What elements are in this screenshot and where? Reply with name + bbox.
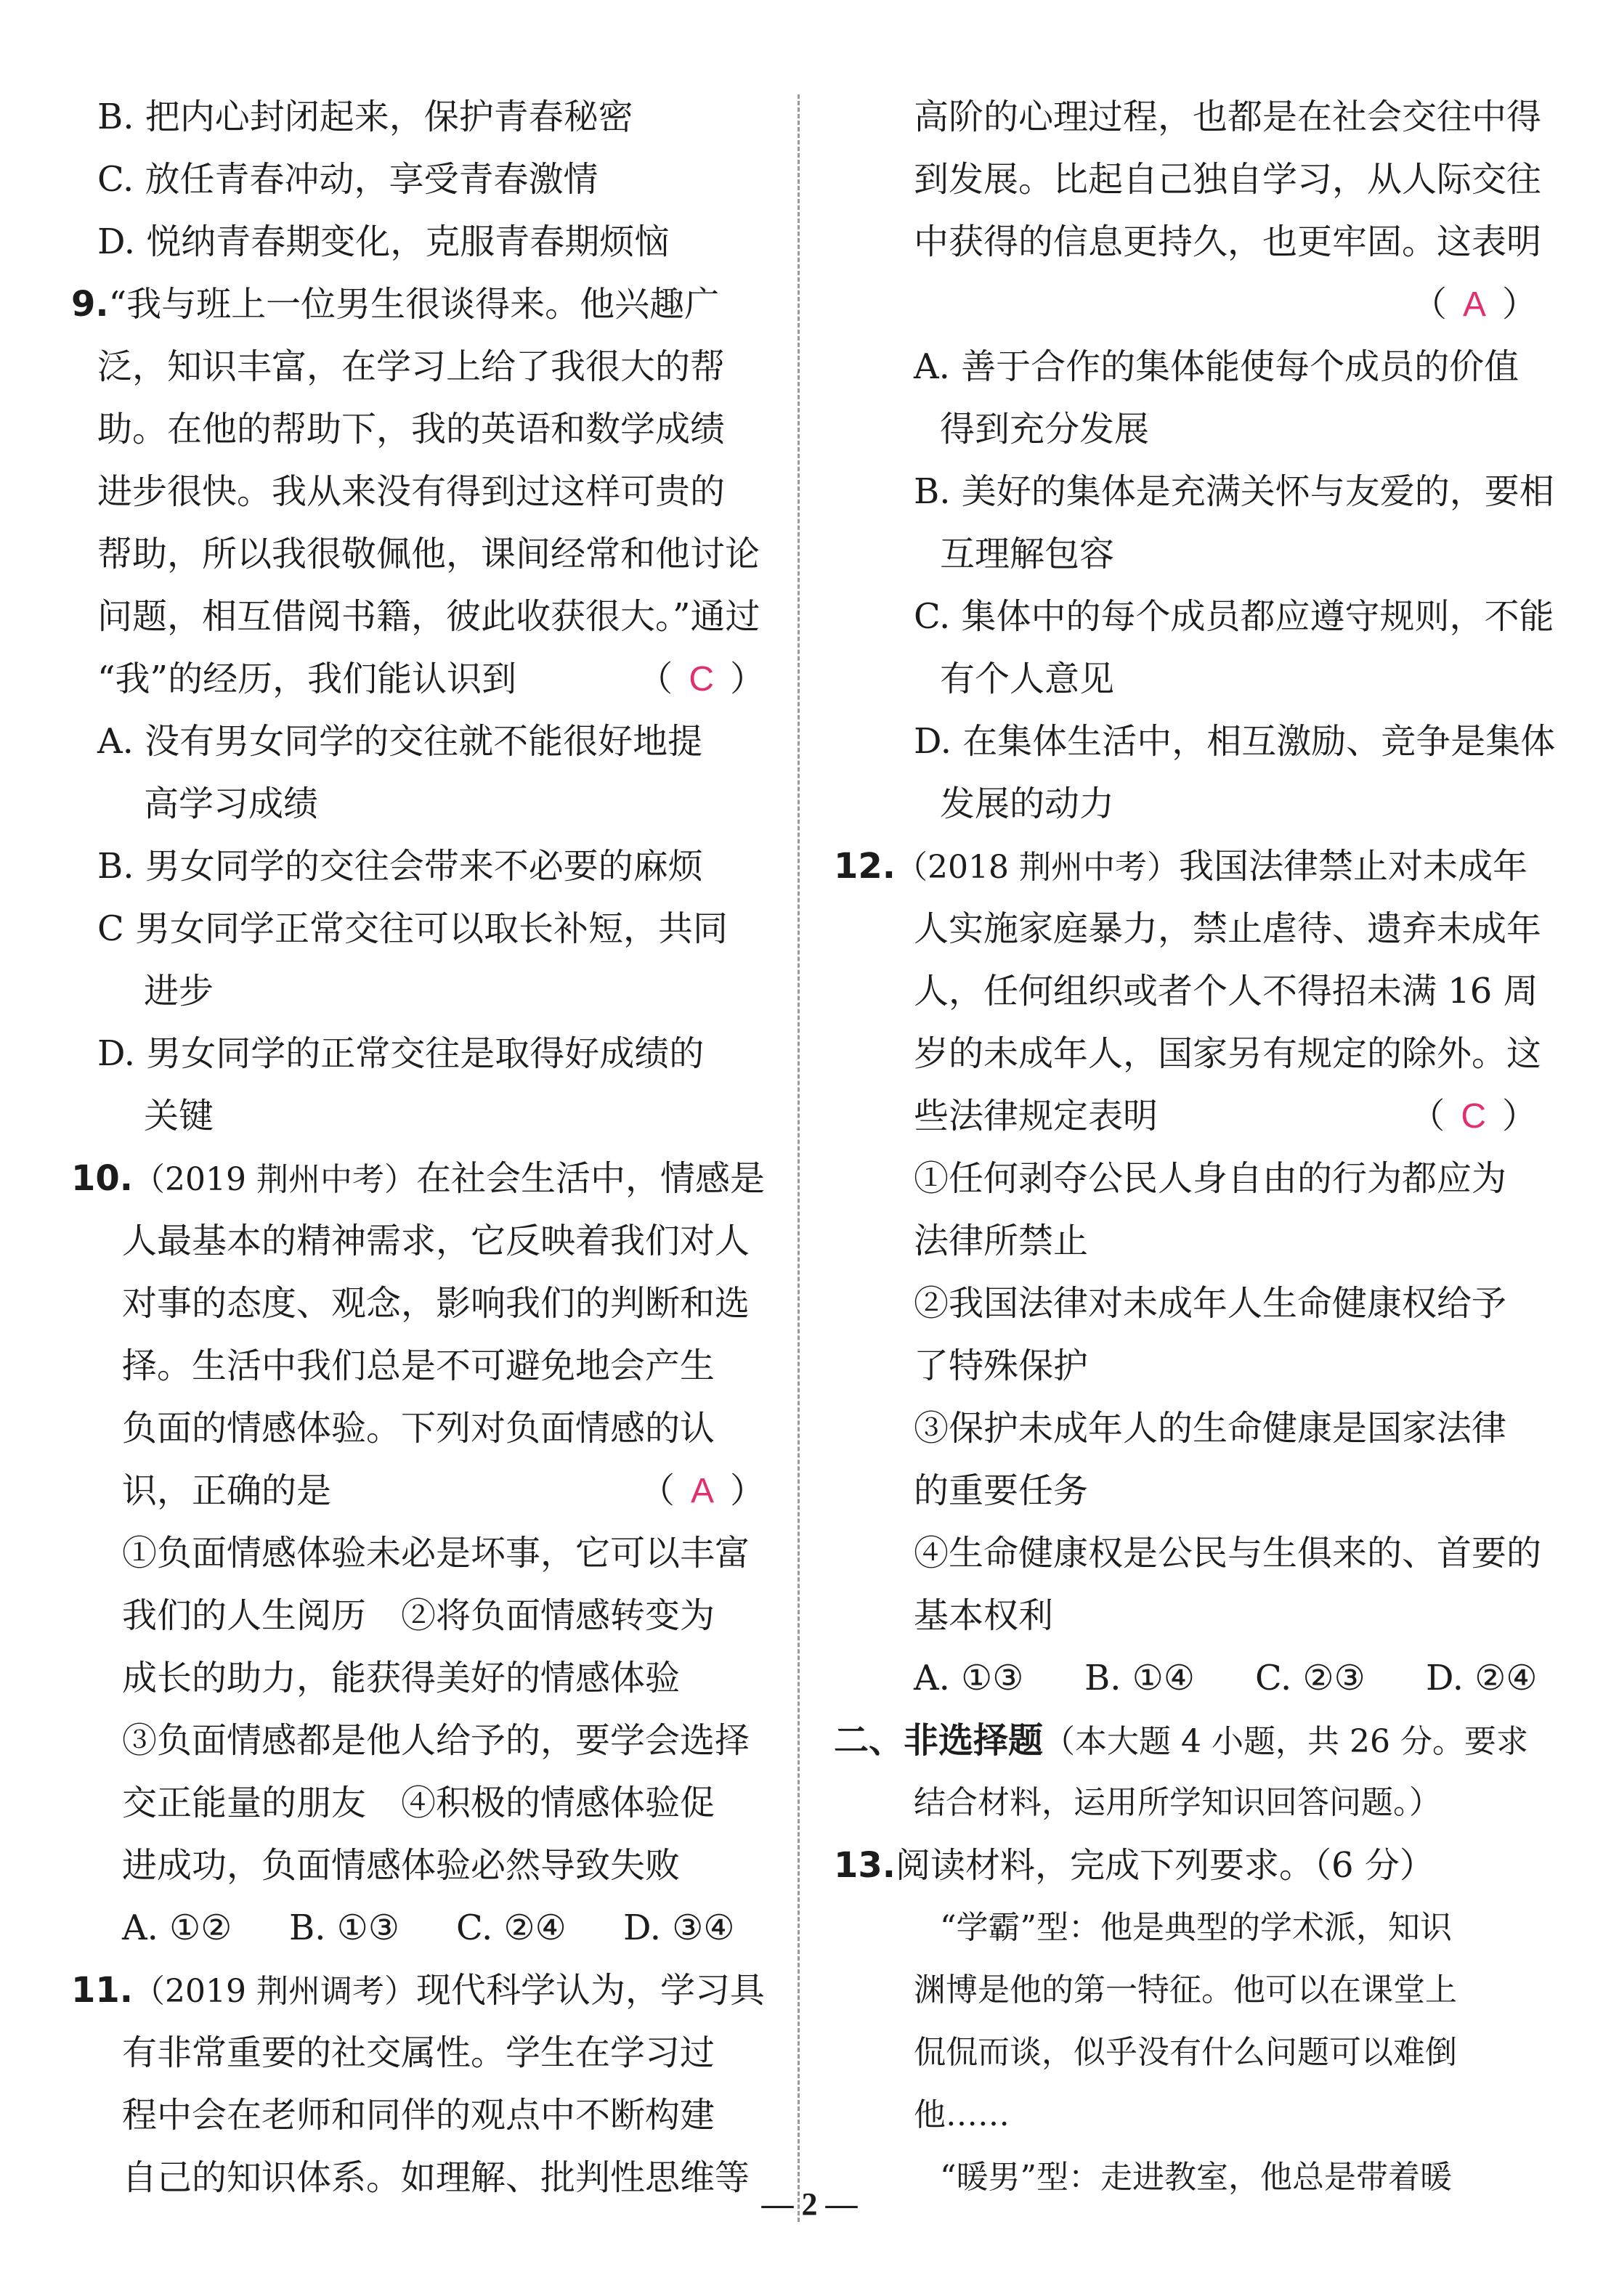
q10-line: 择。生活中我们总是不可避免地会产生 [122, 1346, 715, 1386]
q9-answer-bracket: （ C ） [638, 659, 765, 699]
q13-material: “学霸”型：他是典型的学术派，知识 [940, 1909, 1452, 1946]
page-number: — 2 — [761, 2186, 858, 2222]
q10-option-b: B. ①③ [289, 1908, 399, 1948]
q10-option-d: D. ③④ [623, 1908, 735, 1948]
q9-line: 帮助，所以我很敬佩他，课间经常和他讨论 [97, 534, 760, 574]
section-2-note: （本大题 4 小题，共 26 分。要求 [1043, 1723, 1528, 1760]
q8-option-d: D. 悦纳青春期变化，克服青春期烦恼 [97, 221, 670, 262]
q10-line: 人最基本的精神需求，它反映着我们对人 [122, 1221, 750, 1261]
q12-statement: ③保护未成年人的生命健康是国家法律 [914, 1408, 1507, 1449]
q11-source: （2019 荆州调考） [133, 1973, 416, 2010]
q11-option-b: B. 美好的集体是充满关怀与友爱的，要相 [914, 471, 1554, 512]
right-column [834, 86, 1556, 2209]
q12-line: 人实施家庭暴力，禁止虐待、遗弃未成年 [914, 908, 1542, 949]
q11-number: 11. [71, 1970, 134, 2011]
q9-option-c-cont: 进步 [144, 971, 214, 1011]
q11-answer-line [870, 273, 1537, 335]
q11-answer-bracket: （ A ） [1411, 284, 1537, 325]
q10-answer-bracket: （ A ） [639, 1470, 765, 1511]
q11-option-c: C. 集体中的每个成员都应遵守规则，不能 [914, 596, 1554, 637]
section-2-title: 二、非选择题 [834, 1720, 1044, 1761]
q11-line: 11.（2019 荆州调考）现代科学认为，学习具 [71, 1970, 766, 2011]
q12-option-a: A. ①③ [914, 1658, 1024, 1698]
q9-line: 助。在他的帮助下，我的英语和数学成绩 [97, 409, 726, 449]
q12-line: 12.（2018 荆州中考）我国法律禁止对未成年 [834, 846, 1528, 887]
q9-option-d: D. 男女同学的正常交往是取得好成绩的 [97, 1033, 705, 1074]
q10-number: 10. [71, 1158, 134, 1199]
q11-line: 程中会在老师和同伴的观点中不断构建 [122, 2095, 715, 2136]
q11-line: 中获得的信息更持久，也更牢固。这表明 [914, 221, 1542, 262]
q13-prompt: 阅读材料，完成下列要求。（6 分） [896, 1845, 1435, 1886]
q13-material: 渊博是他的第一特征。他可以在课堂上 [914, 1971, 1457, 2008]
q11-option-a: A. 善于合作的集体能使每个成员的价值 [914, 346, 1519, 387]
section-2-note-cont: 结合材料，运用所学知识回答问题。） [914, 1784, 1441, 1821]
q12-statement: ①任何剥夺公民人身自由的行为都应为 [914, 1158, 1507, 1199]
q8-option-c: C. 放任青春冲动，享受青春激情 [97, 159, 598, 200]
q9-line: “我”的经历，我们能认识到 （ C ） [71, 648, 765, 710]
q9-option-a: A. 没有男女同学的交往就不能很好地提 [97, 721, 703, 762]
q12-statement: 的重要任务 [914, 1470, 1089, 1511]
q11-line: 自己的知识体系。如理解、批判性思维等 [122, 2157, 750, 2198]
q10-statement: ③负面情感都是他人给予的，要学会选择 [122, 1720, 750, 1761]
q11-option-a-cont: 得到充分发展 [940, 409, 1150, 449]
q10-option-c: C. ②④ [456, 1908, 567, 1948]
q9-option-b: B. 男女同学的交往会带来不必要的麻烦 [97, 846, 703, 887]
q11-line: 高阶的心理过程，也都是在社会交往中得 [914, 97, 1542, 137]
q9-line: 问题，相互借阅书籍，彼此收获很大。”通过 [97, 596, 760, 637]
column-divider [798, 94, 800, 2222]
q11-line: 到发展。比起自己独自学习，从人际交往 [914, 159, 1542, 200]
q12-option-c: C. ②③ [1255, 1658, 1366, 1698]
q10-line: 10.（2019 荆州中考）在社会生活中，情感是 [71, 1158, 766, 1199]
q12-option-d: D. ②④ [1426, 1658, 1538, 1698]
q11-option-b-cont: 互理解包容 [940, 534, 1115, 574]
q11-line: 有非常重要的社交属性。学生在学习过 [122, 2032, 715, 2073]
q10-line: 负面的情感体验。下列对负面情感的认 [122, 1408, 715, 1449]
q12-line: 岁的未成年人，国家另有规定的除外。这 [914, 1033, 1542, 1074]
section-2-heading [834, 1709, 1537, 1772]
q13-line [834, 1834, 1537, 1897]
q11-option-c-cont: 有个人意见 [940, 659, 1115, 699]
q9-option-c: C 男女同学正常交往可以取长补短，共同 [97, 908, 728, 949]
q13-material: “暖男”型：走进教室，他总是带着暖 [940, 2159, 1452, 2196]
q13-number: 13. [834, 1845, 896, 1886]
q12-statement: ②我国法律对未成年人生命健康权给予 [914, 1283, 1507, 1324]
q10-line: 识，正确的是 （ A ） [71, 1460, 765, 1522]
q12-options [870, 1647, 1537, 1709]
q10-statement: 交正能量的朋友 ④积极的情感体验促 [122, 1783, 715, 1823]
q10-answer: A [690, 1472, 714, 1510]
q12-statement: 法律所禁止 [914, 1221, 1089, 1261]
q12-source: （2018 荆州中考） [896, 849, 1179, 886]
q11-answer: A [1462, 285, 1486, 324]
q12-line: 些法律规定表明 （ C ） [870, 1085, 1537, 1147]
q13-material: 他…… [914, 2096, 1010, 2133]
q10-statement: 进成功，负面情感体验必然导致失败 [122, 1845, 681, 1886]
q12-statement: 基本权利 [914, 1595, 1054, 1636]
q12-statement: 了特殊保护 [914, 1346, 1089, 1386]
q9-option-d-cont: 关键 [144, 1096, 214, 1136]
q12-option-b: B. ①④ [1084, 1658, 1195, 1698]
q10-statement: 我们的人生阅历 ②将负面情感转变为 [122, 1595, 715, 1636]
q10-line: 对事的态度、观念，影响我们的判断和选 [122, 1283, 750, 1324]
q11-option-d: D. 在集体生活中，相互激励、竞争是集体 [914, 721, 1556, 762]
q12-statement: ④生命健康权是公民与生俱来的、首要的 [914, 1533, 1542, 1574]
q10-option-a: A. ①② [122, 1908, 232, 1948]
q12-answer: C [1461, 1097, 1486, 1136]
q12-line: 人，任何组织或者个人不得招未满 16 周 [914, 971, 1538, 1011]
q9-line: 9.“我与班上一位男生很谈得来。他兴趣广 [71, 284, 720, 325]
q13-material: 侃侃而谈，似乎没有什么问题可以难倒 [914, 2034, 1457, 2071]
q10-source: （2019 荆州中考） [133, 1161, 416, 1198]
q10-statement: 成长的助力，能获得美好的情感体验 [122, 1658, 681, 1698]
q12-number: 12. [834, 846, 896, 887]
q9-line: 泛，知识丰富，在学习上给了我很大的帮 [97, 346, 726, 387]
q9-number: 9. [71, 284, 109, 325]
q9-line: 进步很快。我从来没有得到过这样可贵的 [97, 471, 726, 512]
q9-answer: C [689, 660, 714, 699]
q10-options [71, 1897, 765, 1959]
q11-option-d-cont: 发展的动力 [940, 783, 1115, 824]
left-column [71, 86, 765, 2209]
q10-statement: ①负面情感体验未必是坏事，它可以丰富 [122, 1533, 750, 1574]
q9-option-a-cont: 高学习成绩 [144, 783, 319, 824]
q8-option-b: B. 把内心封闭起来，保护青春秘密 [97, 97, 633, 137]
q12-answer-bracket: （ C ） [1410, 1096, 1537, 1136]
